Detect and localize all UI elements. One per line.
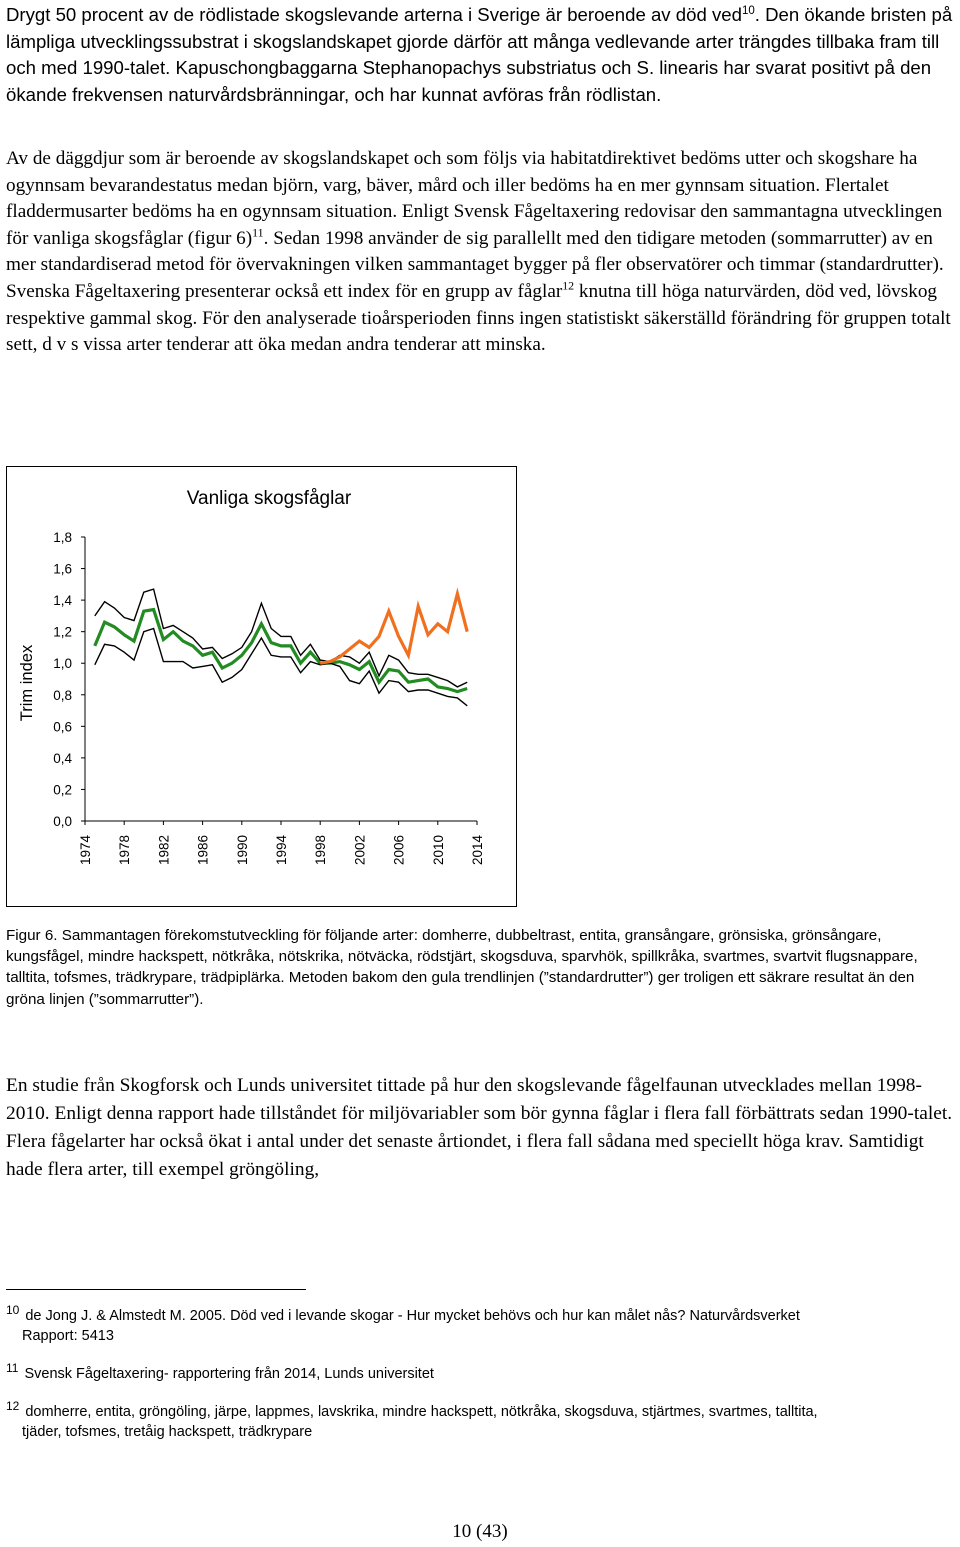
footnote-12 [6, 1396, 956, 1442]
y-tick-labels [53, 530, 85, 829]
figure-6-chart [6, 466, 517, 907]
footnotes [6, 1300, 956, 1454]
y-tick-label: 1,8 [53, 530, 72, 545]
x-tick-label: 1990 [234, 835, 250, 866]
x-tick-label: 2002 [352, 835, 368, 866]
footnote-10 [6, 1300, 956, 1346]
main-text-1: Av de däggdjur som är beroende av skogslandskapet och som följs via habitatdirektivet bedöms utter och skogshare ha ogynnsam bevarandestatus medan björn, varg, bäver, mård och iller bedöms ha en mer gynnsam situation. Flertalet fladdermusarter bedöms ha en ogynnsam situation. Enligt Svensk Fågeltaxering redovisar den sammantagna utvecklingen för vanliga skogsfåglar (figur 6) [6, 148, 943, 249]
caption-label: Figur 6. [6, 927, 58, 944]
y-tick-label: 0,2 [53, 782, 72, 798]
page-number: 10 (43) [452, 1521, 508, 1542]
footnote-ref-10[interactable]: 10 [741, 4, 755, 17]
x-tick-label: 2014 [470, 835, 485, 866]
y-tick-label: 0,6 [53, 719, 72, 735]
intro-paragraph [6, 2, 956, 108]
footnote-text: de Jong J. & Almstedt M. 2005. Död ved i levande skogar - Hur mycket behövs och hur kan målet nås? Naturvårdsverket [25, 1308, 800, 1324]
y-tick-label: 1,0 [53, 656, 72, 672]
footnote-text: Svensk Fågeltaxering- rapportering från 2014, Lunds universitet [24, 1366, 434, 1382]
x-tick-label: 1986 [195, 835, 211, 866]
y-tick-label: 0,0 [53, 814, 72, 829]
y-tick-label: 0,8 [53, 687, 72, 703]
x-tick-label: 2010 [430, 835, 446, 866]
y-tick-label: 1,2 [53, 624, 72, 640]
x-tick-label: 1974 [78, 835, 93, 866]
chart-title: Vanliga skogsfåglar [186, 488, 352, 509]
intro-text-1: Drygt 50 procent av de rödlistade skogslevande arterna i Sverige är beroende av död ved [6, 4, 742, 25]
footnote-separator [6, 1289, 306, 1290]
main-text-2: . Sedan 1998 använder de sig parallellt med den tidigare metoden (sommarrutter) av en mer standardiserad metod för övervakningen vilken sammantaget bygger på fler observatörer och timmar (standardrutter). Svenska Fågeltaxering presenterar också ett index för en grupp av fåglar [6, 227, 944, 302]
series-lines [95, 589, 467, 706]
main-text-3: knutna till höga naturvärden, död ved, lövskog respektive gammal skog. För den analyserade tioårsperioden finns ingen statistiskt säkerställd förändring för gruppen totalt sett, d v s vissa arter tenderar att öka medan andra tenderar att minska. [6, 280, 951, 356]
footnote-number: 11 [6, 1361, 19, 1375]
after-paragraph: En studie från Skogforsk och Lunds universitet tittade på hur den skogslevande fågelfaunan utvecklades mellan 1998-2010. Enligt denna rapport hade tillståndet för miljövariabler som bör gynna fåglar i flera fall förbättrats sedan 1990-talet. Flera fågelarter har också ökat i antal under det senaste årtiondet, i flera fall sådana med speciellt höga krav. Samtidigt hade flera arter, till exempel gröngöling, [6, 1075, 953, 1180]
footnote-ref-12[interactable]: 12 [562, 278, 575, 293]
footnote-11 [6, 1358, 956, 1384]
intro-text-2: . Den ökande bristen på lämpliga utvecklingssubstrat i skogslandskapet gjorde därför att många vedlevande arter trängdes tillbaka fram till och med 1990-talet. Kapuschongbaggarna Stephanopachys substriatus och S. linearis har svarat positivt på den ökande frekvensen naturvårdsbränningar, och har kunnat avföras från rödlistan. [6, 4, 953, 105]
footnote-ref-11[interactable]: 11 [252, 225, 264, 240]
caption-text: Sammantagen förekomstutveckling för följande arter: domherre, dubbeltrast, entita, gransångare, grönsiska, grönsångare, kungsfågel, mindre hackspett, nötkråka, nötskrika, nötväcka, rödstjärt, skogsduva, sparvhök, spillkråka, svartmes, svartvit flugsnappare, talltita, tofsmes, trädkrypare, trädpiplärka. Metoden bakom den gula trendlinjen (”standardrutter”) ger troligen ett säkrare resultat än den gröna linjen (”sommarrutter”). [6, 927, 918, 1008]
footnote-text-continued: Rapport: 5413 [22, 1328, 114, 1344]
y-axis-label: Trim index [18, 644, 36, 722]
chart-canvas [7, 467, 516, 906]
series-line-1 [95, 610, 467, 692]
footnote-text: domherre, entita, gröngöling, järpe, lappmes, lavskrika, mindre hackspett, nötkråka, skogsduva, stjärtmes, svartmes, talltita, [25, 1404, 818, 1420]
figure-caption [6, 925, 956, 1010]
footnote-number: 10 [6, 1303, 20, 1317]
footnote-number: 12 [6, 1399, 20, 1413]
y-tick-label: 0,4 [53, 750, 72, 766]
main-paragraph [6, 146, 956, 359]
x-tick-label: 1978 [117, 835, 133, 866]
y-tick-label: 1,4 [53, 593, 72, 609]
series-line-4 [320, 594, 467, 663]
x-tick-label: 1994 [274, 835, 289, 866]
footnote-text-continued: tjäder, tofsmes, tretåig hackspett, trädkrypare [22, 1424, 313, 1440]
x-tick-label: 1998 [313, 835, 329, 866]
x-tick-labels [78, 821, 485, 865]
x-tick-label: 2006 [391, 835, 407, 866]
x-tick-label: 1982 [156, 835, 172, 866]
y-tick-label: 1,6 [53, 561, 72, 577]
